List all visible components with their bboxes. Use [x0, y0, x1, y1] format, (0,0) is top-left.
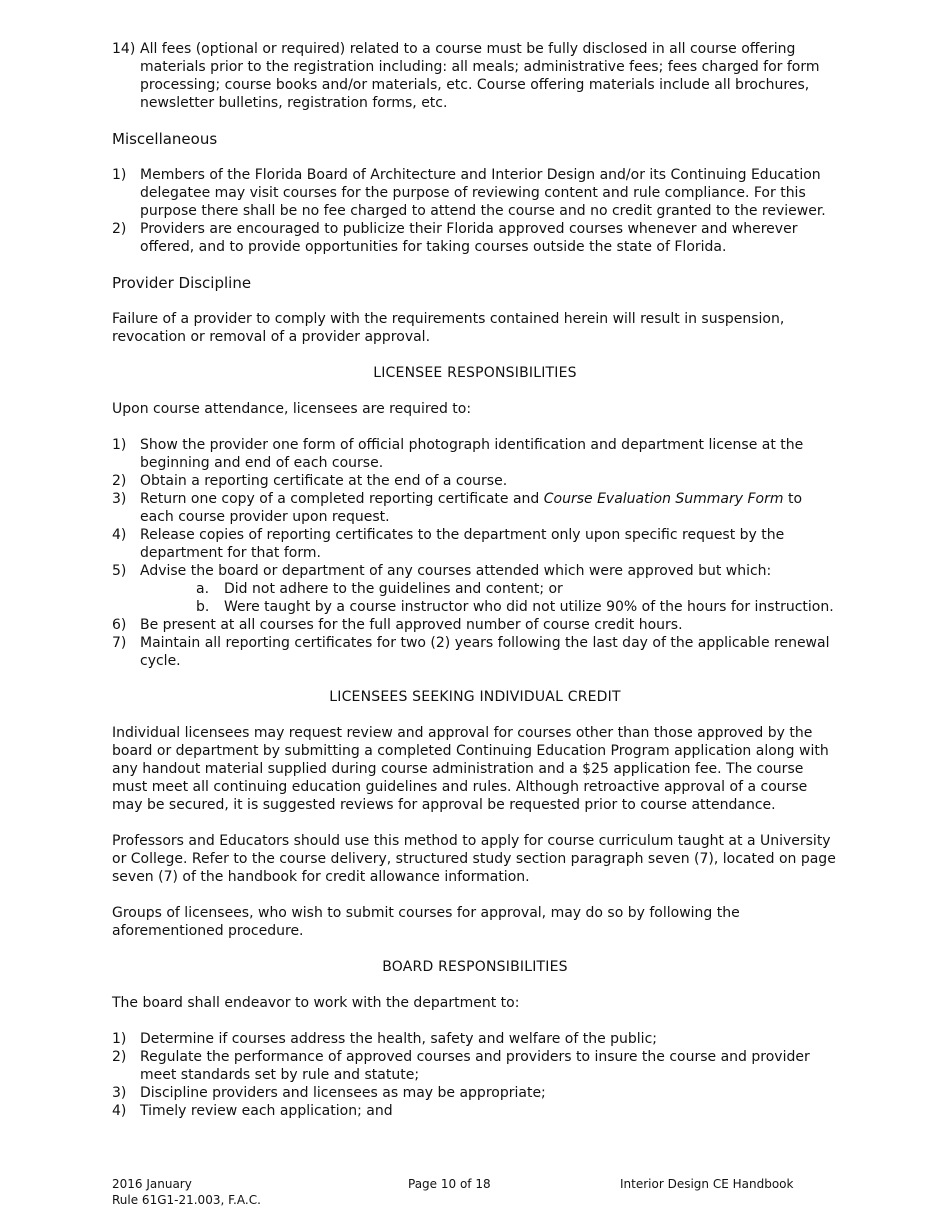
list-item — [112, 472, 838, 490]
list-number: 6) — [112, 617, 127, 633]
list-number: 2) — [112, 1049, 127, 1065]
list-number: 14) — [112, 41, 136, 57]
sub-list-text: Were taught by a course instructor who did not utilize 90% of the hours for instruction. — [224, 599, 834, 615]
list-text: Maintain all reporting certificates for two (2) years following the last day of the applicable renewal cycle. — [140, 635, 830, 669]
list-item — [112, 562, 838, 580]
heading-licensee-responsibilities: LICENSEE RESPONSIBILITIES — [373, 365, 577, 381]
list-text: Regulate the performance of approved courses and providers to insure the course and provider meet standards set by rule and statute; — [140, 1049, 810, 1083]
sub-list-letter: b. — [196, 599, 210, 615]
list-text: Timely review each application; and — [140, 1103, 393, 1119]
footer-left — [112, 1176, 261, 1208]
paragraph-individual-2: Professors and Educators should use this method to apply for course curriculum taught at a University or College. Refer to the course delivery, structured study section paragraph seven (7), located on page seven (7) of the handbook for credit allowance information. — [112, 833, 836, 885]
footer-rule: Rule 61G1-21.003, F.A.C. — [112, 1193, 261, 1207]
list-text: Determine if courses address the health, safety and welfare of the public; — [140, 1031, 657, 1047]
list-number: 1) — [112, 1031, 127, 1047]
paragraph-board-intro: The board shall endeavor to work with the department to: — [112, 995, 520, 1011]
list-item — [112, 1048, 838, 1084]
sub-list-item — [196, 580, 838, 598]
form-title-italic: Course Evaluation Summary Form — [543, 491, 784, 507]
list-number: 1) — [112, 437, 127, 453]
list-item — [112, 436, 838, 472]
list-number: 4) — [112, 1103, 127, 1119]
list-text: Members of the Florida Board of Architecture and Interior Design and/or its Continuing Education delegatee may visit courses for the purpose of reviewing content and rule compliance. For this purpose there shall be no fee charged to attend the course and no credit granted to the reviewer. — [140, 167, 826, 219]
section-heading-miscellaneous: Miscellaneous — [112, 130, 218, 148]
list-text — [140, 490, 838, 526]
list-text: Advise the board or department of any courses attended which were approved but which: — [140, 563, 772, 579]
sub-list-text: Did not adhere to the guidelines and content; or — [224, 581, 563, 597]
list-number: 1) — [112, 167, 127, 183]
list-item — [112, 616, 838, 634]
list-text-before: Return one copy of a completed reporting certificate and — [140, 491, 544, 507]
list-text: Obtain a reporting certificate at the end of a course. — [140, 473, 508, 489]
list-item — [112, 166, 838, 220]
paragraph-licensee-intro: Upon course attendance, licensees are required to: — [112, 401, 472, 417]
list-text: All fees (optional or required) related to a course must be fully disclosed in all course offering materials prior to the registration including: all meals; administrative fees; fees charged for form processing; course books and/or materials, etc. Course offering materials include all brochures, newsletter bulletins, registration forms, etc. — [140, 41, 820, 111]
list-number: 2) — [112, 221, 127, 237]
list-item — [112, 634, 838, 670]
list-text: Release copies of reporting certificates to the department only upon specific request by the department for that form. — [140, 527, 785, 561]
paragraph-individual-3: Groups of licensees, who wish to submit courses for approval, may do so by following the aforementioned procedure. — [112, 905, 740, 939]
paragraph-individual-1: Individual licensees may request review and approval for courses other than those approved by the board or department by submitting a completed Continuing Education Program application along with any handout material supplied during course administration and a $25 application fee. The course must meet all continuing education guidelines and rules. Although retroactive approval of a course may be secured, it is suggested reviews for approval be requested prior to course attendance. — [112, 725, 829, 813]
footer-date: 2016 January — [112, 1177, 192, 1191]
heading-board-responsibilities: BOARD RESPONSIBILITIES — [382, 959, 568, 975]
document-page — [112, 40, 838, 1120]
sub-list-item — [196, 598, 838, 616]
paragraph-discipline: Failure of a provider to comply with the requirements contained herein will result in suspension, revocation or removal of a provider approval. — [112, 311, 785, 345]
list-text: Discipline providers and licensees as may be appropriate; — [140, 1085, 546, 1101]
footer-title: Interior Design CE Handbook — [620, 1177, 794, 1191]
list-number: 5) — [112, 563, 127, 579]
list-text: Providers are encouraged to publicize their Florida approved courses whenever and wherever offered, and to provide opportunities for taking courses outside the state of Florida. — [140, 221, 798, 255]
list-text: Show the provider one form of official photograph identification and department license at the beginning and end of each course. — [140, 437, 804, 471]
list-number: 2) — [112, 473, 127, 489]
section-heading-provider-discipline: Provider Discipline — [112, 274, 252, 292]
list-number: 3) — [112, 491, 127, 507]
list-item-fees — [112, 40, 838, 112]
list-number: 7) — [112, 635, 127, 651]
heading-individual-credit: LICENSEES SEEKING INDIVIDUAL CREDIT — [329, 689, 621, 705]
footer-page-number: Page 10 of 18 — [408, 1177, 491, 1191]
list-text: Be present at all courses for the full approved number of course credit hours. — [140, 617, 683, 633]
list-item — [112, 220, 838, 256]
list-number: 4) — [112, 527, 127, 543]
list-item — [112, 1084, 838, 1102]
list-item — [112, 1102, 838, 1120]
list-item — [112, 526, 838, 562]
list-text-after: to each course provider upon request. — [140, 491, 803, 525]
list-item — [112, 1030, 838, 1048]
list-item — [112, 490, 838, 526]
sub-list-letter: a. — [196, 581, 210, 597]
list-number: 3) — [112, 1085, 127, 1101]
